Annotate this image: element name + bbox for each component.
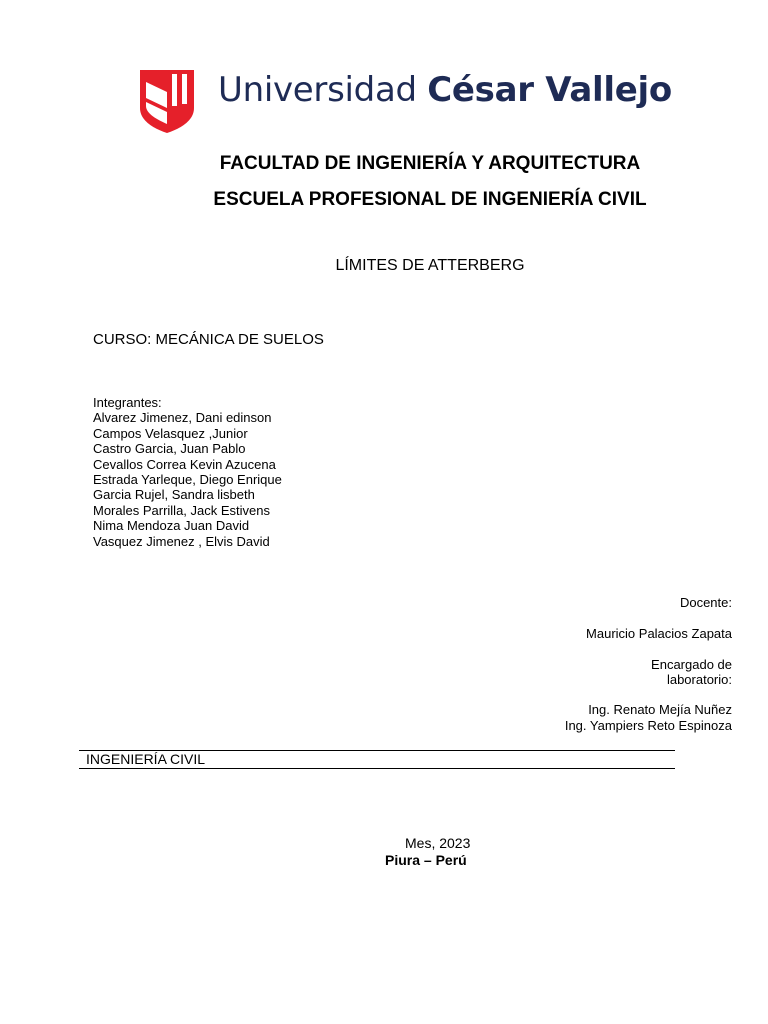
member-name: Alvarez Jimenez, Dani edinson xyxy=(93,410,272,426)
member-name: Morales Parrilla, Jack Estivens xyxy=(93,502,270,518)
members-label: Integrantes: xyxy=(93,395,162,410)
member-name: Campos Velasquez ,Junior xyxy=(93,425,248,441)
university-shield-icon xyxy=(138,68,196,134)
member-name: Nima Mendoza Juan David xyxy=(93,518,250,534)
member-name: Castro Garcia, Juan Pablo xyxy=(93,441,246,457)
member-name: Cevallos Correa Kevin Azucena xyxy=(93,456,276,472)
course-name: CURSO: MECÁNICA DE SUELOS xyxy=(93,331,324,348)
lab-person-name: Ing. Yampiers Reto Espinoza xyxy=(564,718,732,733)
member-name: Estrada Yarleque, Diego Enrique xyxy=(93,472,282,488)
university-name-regular: Universidad xyxy=(218,70,428,110)
lab-label-line1: Encargado de xyxy=(651,657,732,672)
document-date: Mes, 2023 xyxy=(405,835,471,851)
university-logo xyxy=(138,68,672,134)
document-place: Piura – Perú xyxy=(385,852,467,868)
document-title: LÍMITES DE ATTERBERG xyxy=(335,257,525,274)
member-name: Vasquez Jimenez , Elvis David xyxy=(93,533,270,549)
member-name: Garcia Rujel, Sandra lisbeth xyxy=(93,487,255,503)
teacher-label: Docente: xyxy=(679,595,732,610)
lab-person-name: Ing. Renato Mejía Nuñez xyxy=(588,702,732,717)
footer-bottom-rule xyxy=(79,768,675,769)
members-block xyxy=(93,395,282,549)
school-heading: ESCUELA PROFESIONAL DE INGENIERÍA CIVIL xyxy=(213,189,647,210)
teacher-name: Mauricio Palacios Zapata xyxy=(586,626,732,641)
university-name-bold: César Vallejo xyxy=(427,70,672,110)
university-name xyxy=(218,70,672,110)
lab-label-line2: laboratorio: xyxy=(666,672,732,687)
footer-program-label: INGENIERÍA CIVIL xyxy=(86,751,206,767)
faculty-heading: FACULTAD DE INGENIERÍA Y ARQUITECTURA xyxy=(219,153,641,174)
